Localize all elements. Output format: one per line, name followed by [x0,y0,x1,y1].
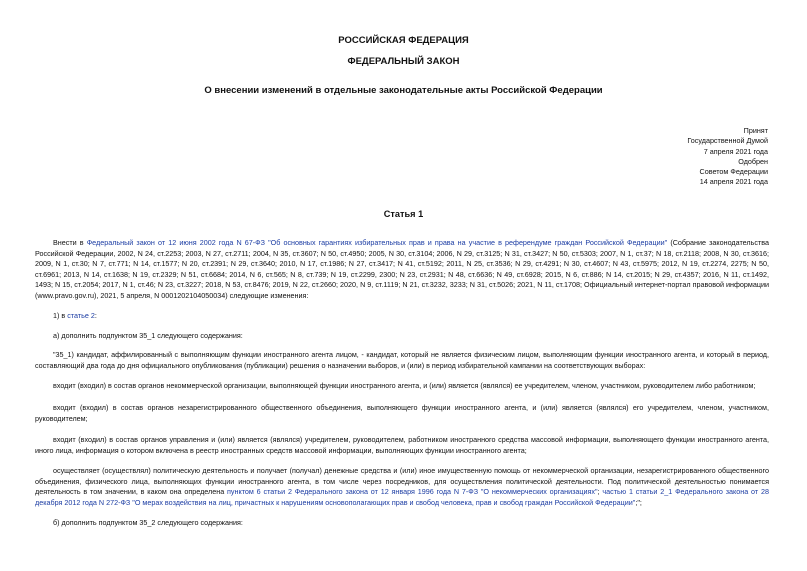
adopted-label: Принят [743,126,768,135]
intro-text-rest: (Собрание законодательства Российской Федерации, 2002, N 24, ст.2253; 2003, N 27, ст.2711; 2004, N 35, ст.3607; N 50, ст.4950; 2005, N 30, ст.3104; 2006, N 29, ст.3125; N 31, ст.3427; N 50, ст.5303; 2007, N 1, ст.37; N 18, ст.2118; 2008, N 30, ст.3616; 2009, N 1, ст.30; N 7, ст.771; N 14, ст.1577; N 20, ст.2391; N 29, ст.3640; 2010, N 17, ст.1986; N 27, ст.3417; N 41, ст.5192; 2011, N 25, ст.3536; N 29, ст.4291; N 30, ст.4607; N 43, ст.5975; 2012, N 19, ст.2274, 2275; N 50, ст.6961; 2013, N 14, ст.1638; N 19, ст.2329; N 51, ст.6684; 2014, N 6, ст.565; N 8, ст.739; N 19, ст.2299, 2300; N 23, ст.2931; N 48, ст.6636; N 49, ст.6928; 2015, N 6, ст.886; N 14, ст.2015; N 29, ст.4357; 2016, N 11, ст.1492, 1493; N 15, ст.2054; 2017, N 1, ст.46; N 23, ст.3227; 2018, N 53, ст.8476; 2019, N 22, ст.2660; 2020, N 9, ст.1119; N 21, ст.3232, 3233; N 31, ст.5026; 2021, N 11, ст.1708; Официальный интернет-портал правовой информации (www.pravo.gov.ru), 2021, 5 апреля, N 0001202104050034) следующие изменения: [35,238,769,300]
item-1-text-start: 1) в [53,311,68,320]
item-1-paragraph [35,311,769,322]
intro-text-start: Внести в [53,238,87,247]
bullet-political-activity-paragraph [35,466,769,508]
item-1-text-end: : [94,311,97,320]
intro-paragraph [35,238,769,301]
political-text-start: осуществляет (осуществлял) политическую деятельность и получает (получал) денежные средства и (или) иное имущественную помощь от некоммерческой организации, незарегистрированного общественного объединения, физического лица, выполняющих функции иностранного агента, в том числе через посредников, для осуществления политической деятельности. Под политической деятельностью понимается деятельность в том значении, в каком она определена [35,466,769,496]
article-2-link[interactable]: статье 2 [67,311,95,320]
law-type-heading: ФЕДЕРАЛЬНЫЙ ЗАКОН [347,56,460,67]
subitem-a-paragraph: а) дополнить подпунктом 35_1 следующего содержания: [53,331,243,340]
law-7-fz-link[interactable]: пунктом 6 статьи 2 Федерального закона от 12 января 1996 года N 7-ФЗ "О некоммерческих организациях" [227,487,598,496]
adoption-block [687,126,768,188]
bullet-nko-paragraph: входит (входил) в состав органов некоммерческой организации, выполняющей функции иностранного агента, и (или) является (являлся) ее учредителем, членом, участником, руководителем либо работником; [53,381,756,390]
bullet-media-paragraph: входит (входил) в состав органов управления и (или) является (являлся) учредителем, руководителем, работником иностранного средства массовой информации, выполняющего функции иностранного агента, иного лица, информация о котором включена в реестр иностранных средств массовой информации, выполняющих функции иностранного агента; [35,435,769,455]
adopted-by: Государственной Думой [687,136,768,146]
political-text-end: ;"; [635,497,642,507]
subitem-b-paragraph: б) дополнить подпунктом 35_2 следующего содержания: [53,518,243,527]
law-67-fz-link[interactable]: Федеральный закон от 12 июня 2002 года N 67-ФЗ "Об основных гарантиях избирательных прав и права на участие в референдуме граждан Российской Федерации" [86,238,668,247]
bullet-association-paragraph: входит (входил) в состав органов незарегистрированного общественного объединения, выполняющего функции иностранного агента, и (или) является (являлся) его учредителем, членом, участником, руководителем; [35,403,769,423]
definition-35-1-paragraph: "35_1) кандидат, аффилированный с выполняющим функции иностранного агента лицом, - кандидат, который не является физическим лицом, выполняющим функции иностранного агента, и который в период, составляющий два года до дня официального опубликования (публикации) решения о назначении выборов, и (или) в период избирательной кампании на соответствующих выборах: [35,350,769,370]
approved-label: Одобрен [738,156,768,166]
law-title: О внесении изменений в отдельные законодательные акты Российской Федерации [204,85,603,96]
country-heading: РОССИЙСКАЯ ФЕДЕРАЦИЯ [338,35,469,46]
approved-by: Советом Федерации [699,167,768,177]
political-text-sep: ; [597,487,603,496]
adopted-date: 7 апреля 2021 года [703,146,768,156]
approved-date: 14 апреля 2021 года [699,177,768,187]
law-272-fz-link[interactable]: частью 1 статьи 2_1 Федерального закона от 28 декабря 2012 года N 272-ФЗ "О мерах воздействия на лиц, причастных к нарушениям основополагающих прав и свобод человека, прав и свобод граждан Российской Федерации" [35,487,769,507]
article-heading: Статья 1 [383,209,424,219]
